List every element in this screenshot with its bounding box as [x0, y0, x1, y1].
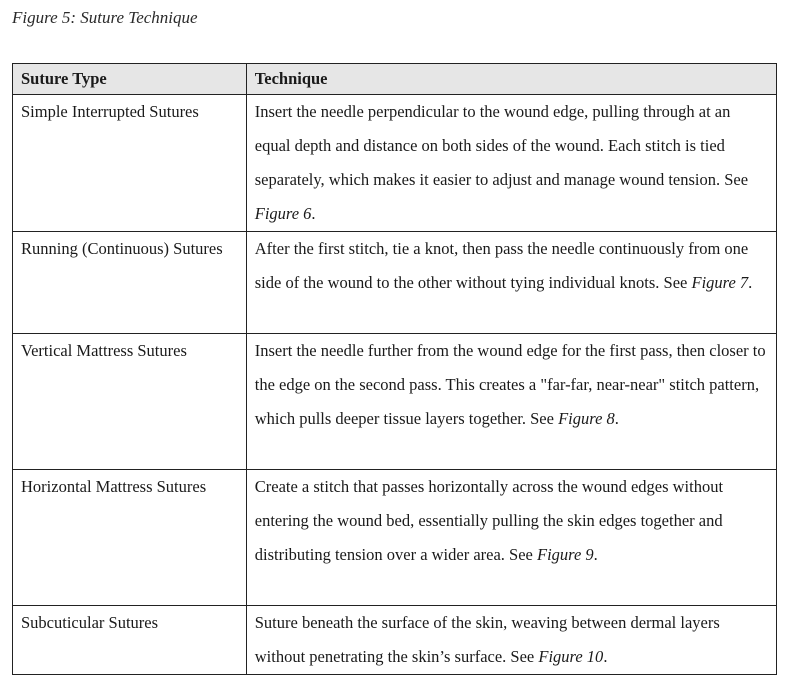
- technique-text: Insert the needle further from the wound edge for the first pass, then closer to the edge on the second pass. This creates a "far-far, near-near" stitch pattern, which pulls deeper tissue layers together. See: [254, 341, 766, 428]
- technique-suffix: .: [593, 545, 598, 564]
- technique-cell: [246, 334, 776, 470]
- table-row: [13, 232, 777, 334]
- figure-reference: Figure 10: [538, 647, 604, 666]
- technique-suffix: .: [311, 204, 316, 223]
- table-row: [13, 606, 777, 675]
- technique-cell: [246, 606, 776, 675]
- table-row: [13, 470, 777, 606]
- column-header-technique: Technique: [246, 64, 776, 95]
- figure-reference: Figure 9: [537, 545, 594, 564]
- table-row: [13, 334, 777, 470]
- table-header-row: [13, 64, 777, 95]
- figure-reference: Figure 8: [558, 409, 615, 428]
- technique-cell: [246, 470, 776, 606]
- suture-type-cell: Subcuticular Sutures: [13, 606, 247, 675]
- suture-type-cell: Running (Continuous) Sutures: [13, 232, 247, 334]
- technique-suffix: .: [614, 409, 619, 428]
- technique-text: Suture beneath the surface of the skin, weaving between dermal layers without penetrating the skin’s surface. See: [254, 613, 720, 666]
- technique-suffix: .: [748, 273, 753, 292]
- figure-reference: Figure 7: [691, 273, 749, 292]
- suture-type-cell: Vertical Mattress Sutures: [13, 334, 247, 470]
- column-header-suture-type: Suture Type: [13, 64, 247, 95]
- suture-type-cell: Simple Interrupted Sutures: [13, 95, 247, 232]
- technique-cell: [246, 95, 776, 232]
- technique-cell: [246, 232, 776, 334]
- technique-text: Insert the needle perpendicular to the wound edge, pulling through at an equal depth and distance on both sides of the wound. Each stitch is tied separately, which makes it easier to adjust and manage wound tension. See: [254, 102, 749, 189]
- table-row: [13, 95, 777, 232]
- figure-caption: Figure 5: Suture Technique: [12, 8, 198, 27]
- suture-technique-table: [12, 63, 777, 675]
- figure-reference: Figure 6: [254, 204, 312, 223]
- technique-text: After the first stitch, tie a knot, then pass the needle continuously from one side of the wound to the other without tying individual knots. See: [254, 239, 749, 292]
- suture-type-cell: Horizontal Mattress Sutures: [13, 470, 247, 606]
- technique-suffix: .: [603, 647, 608, 666]
- technique-text: Create a stitch that passes horizontally across the wound edges without entering the wound bed, essentially pulling the skin edges together and distributing tension over a wider area. See: [254, 477, 724, 564]
